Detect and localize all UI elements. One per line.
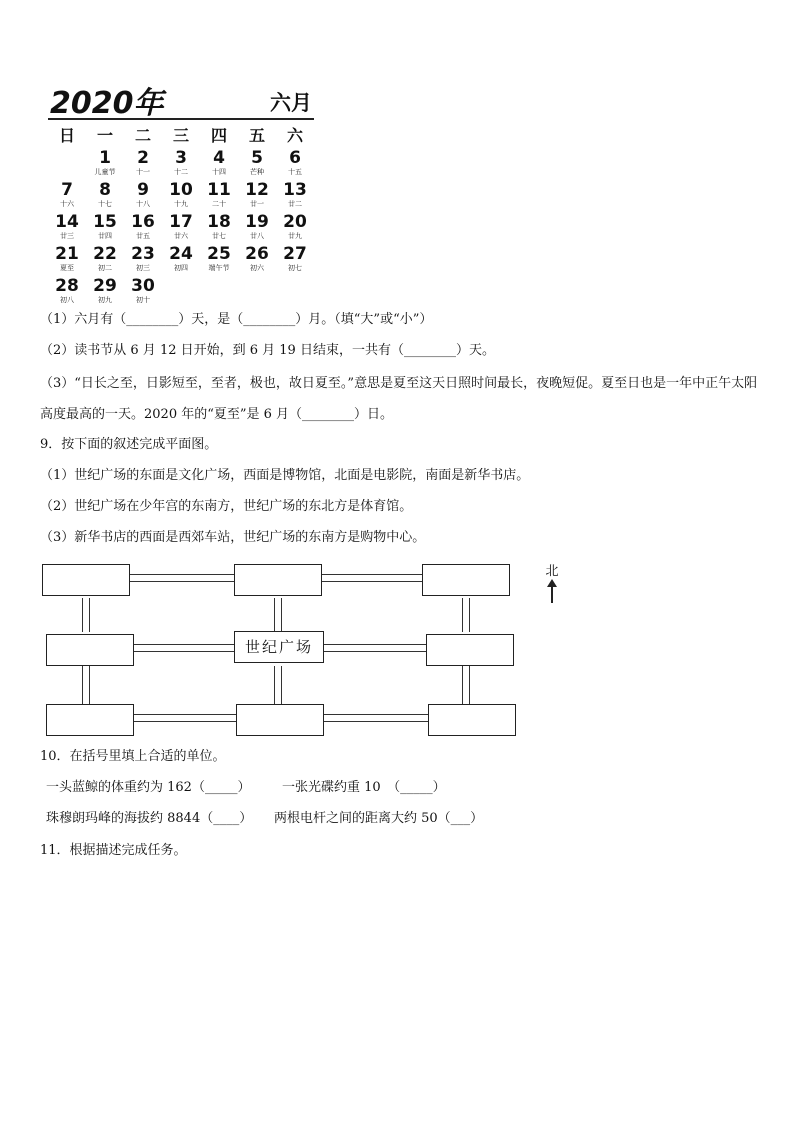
calendar-day [162, 212, 200, 244]
road [128, 574, 238, 582]
calendar-day [124, 180, 162, 212]
lunar-label: 十二 [174, 168, 188, 176]
lunar-label: 十五 [288, 168, 302, 176]
day-number: 3 [175, 148, 187, 168]
road [82, 598, 90, 632]
q9-part1: （1）世纪广场的东面是文化广场，西面是博物馆，北面是电影院，南面是新华书店。 [40, 468, 530, 483]
day-number: 18 [207, 212, 231, 232]
calendar-day [48, 212, 86, 244]
calendar-day [124, 148, 162, 180]
lunar-label: 十七 [98, 200, 112, 208]
road [462, 598, 470, 632]
calendar-day [238, 212, 276, 244]
lunar-label: 儿童节 [94, 168, 116, 176]
weekday-header: 一 [96, 126, 113, 145]
calendar-day [162, 244, 200, 276]
road [82, 666, 90, 704]
lunar-label: 初三 [136, 264, 150, 272]
q9-title: 9．按下面的叙述完成平面图。 [40, 437, 218, 452]
calendar-day [276, 212, 314, 244]
weekday-header: 四 [210, 126, 227, 145]
calendar-day [48, 244, 86, 276]
calendar-day [238, 180, 276, 212]
blank-box[interactable] [422, 564, 510, 596]
day-number: 19 [245, 212, 269, 232]
plan-diagram [38, 560, 578, 740]
calendar-day [86, 212, 124, 244]
day-number: 9 [137, 180, 149, 200]
calendar-day [238, 244, 276, 276]
lunar-label: 二十 [212, 200, 226, 208]
century-square-box: 世纪广场 [234, 631, 324, 663]
weekday-header: 二 [134, 126, 151, 145]
lunar-label: 初四 [174, 264, 188, 272]
calendar-month: 六月 [270, 91, 312, 115]
lunar-label: 芒种 [250, 168, 264, 176]
q10-item-poles: 两根电杆之间的距离大约 50（___） [274, 811, 484, 826]
day-number: 24 [169, 244, 193, 264]
calendar-day [162, 148, 200, 180]
day-number: 13 [283, 180, 307, 200]
day-number: 1 [99, 148, 111, 168]
road [128, 644, 238, 652]
q10-title: 10．在括号里填上合适的单位。 [40, 749, 226, 764]
lunar-label: 十九 [174, 200, 188, 208]
day-number: 8 [99, 180, 111, 200]
lunar-label: 廿九 [288, 232, 302, 240]
day-number: 10 [169, 180, 193, 200]
q10-item-everest: 珠穆朗玛峰的海拔约 8844（____） [46, 811, 253, 826]
blank-box[interactable] [426, 634, 514, 666]
blank-box[interactable] [234, 564, 322, 596]
lunar-label: 十四 [212, 168, 226, 176]
lunar-label: 十一 [136, 168, 150, 176]
weekday-header: 六 [286, 126, 303, 145]
calendar-day [86, 180, 124, 212]
blank-box[interactable] [42, 564, 130, 596]
road [274, 666, 282, 704]
road [274, 598, 282, 632]
q11-title: 11．根据描述完成任务。 [40, 843, 187, 858]
lunar-label: 端午节 [208, 264, 230, 272]
calendar-grid [48, 124, 314, 308]
day-number: 29 [93, 276, 117, 296]
day-number: 4 [213, 148, 225, 168]
day-number: 23 [131, 244, 155, 264]
day-number: 25 [207, 244, 231, 264]
blank-box[interactable] [46, 634, 134, 666]
blank-box[interactable] [428, 704, 516, 736]
calendar-day [124, 212, 162, 244]
lunar-label: 廿七 [212, 232, 226, 240]
lunar-label: 廿四 [98, 232, 112, 240]
road [462, 666, 470, 704]
day-number: 12 [245, 180, 269, 200]
day-number: 21 [55, 244, 79, 264]
calendar-day [48, 180, 86, 212]
lunar-label: 初九 [98, 296, 112, 304]
calendar-day [86, 148, 124, 180]
q8-part2: （2）读书节从 6 月 12 日开始，到 6 月 19 日结束，一共有（________）天。 [40, 343, 495, 358]
lunar-label: 廿三 [60, 232, 74, 240]
lunar-label: 廿一 [250, 200, 264, 208]
calendar-day [200, 180, 238, 212]
north-indicator [540, 560, 564, 603]
day-number: 5 [251, 148, 263, 168]
calendar-day [276, 180, 314, 212]
q8-part1: （1）六月有（________）天，是（________）月。（填“大”或“小”） [40, 312, 433, 327]
day-number: 16 [131, 212, 155, 232]
day-number: 11 [207, 180, 231, 200]
q9-part2: （2）世纪广场在少年宫的东南方，世纪广场的东北方是体育馆。 [40, 499, 413, 514]
weekday-header: 五 [248, 126, 265, 145]
lunar-label: 十六 [60, 200, 74, 208]
weekday-header: 日 [58, 126, 75, 145]
day-number: 22 [93, 244, 117, 264]
lunar-label: 廿二 [288, 200, 302, 208]
lunar-label: 廿五 [136, 232, 150, 240]
calendar-day [124, 244, 162, 276]
road [128, 714, 238, 722]
calendar-day [200, 148, 238, 180]
calendar-day [48, 148, 86, 180]
north-arrow-icon [551, 581, 553, 603]
q10-item-disc: 一张光碟约重 10 （_____） [282, 780, 446, 795]
calendar-day [276, 244, 314, 276]
day-number: 6 [289, 148, 301, 168]
day-number: 27 [283, 244, 307, 264]
day-number: 20 [283, 212, 307, 232]
calendar-day [124, 276, 162, 308]
calendar-day [200, 212, 238, 244]
day-number: 28 [55, 276, 79, 296]
calendar-day [86, 244, 124, 276]
weekday-header: 三 [172, 126, 189, 145]
calendar-day [238, 148, 276, 180]
day-number: 17 [169, 212, 193, 232]
north-label: 北 [545, 564, 559, 579]
calendar-day [86, 276, 124, 308]
calendar-day [200, 244, 238, 276]
lunar-label: 廿六 [174, 232, 188, 240]
blank-box[interactable] [236, 704, 324, 736]
day-number: 15 [93, 212, 117, 232]
lunar-label: 廿八 [250, 232, 264, 240]
calendar-day [48, 276, 86, 308]
june-2020-calendar [48, 78, 314, 308]
calendar-day [162, 180, 200, 212]
lunar-label: 初八 [60, 296, 74, 304]
lunar-label: 初七 [288, 264, 302, 272]
day-number: 30 [131, 276, 155, 296]
day-number: 26 [245, 244, 269, 264]
lunar-label: 夏至 [60, 264, 74, 272]
calendar-day [276, 148, 314, 180]
road [320, 714, 430, 722]
lunar-label: 初二 [98, 264, 112, 272]
q8-part3: （3）“日长之至，日影短至，至者，极也，故日夏至。”意思是夏至这天日照时间最长，夜晚短促。夏至日也是一年中正午太阳高度最高的一天。2020 年的“夏至”是 6 月（________）日。 [40, 376, 758, 422]
lunar-label: 初六 [250, 264, 264, 272]
blank-box[interactable] [46, 704, 134, 736]
calendar-header [48, 78, 314, 120]
calendar-year: 2020年 [50, 86, 164, 121]
day-number: 7 [61, 180, 73, 200]
road [320, 574, 430, 582]
day-number: 2 [137, 148, 149, 168]
lunar-label: 十八 [136, 200, 150, 208]
q9-part3: （3）新华书店的西面是西郊车站，世纪广场的东南方是购物中心。 [40, 530, 426, 545]
day-number: 14 [55, 212, 79, 232]
q10-item-whale: 一头蓝鲸的体重约为 162（_____） [46, 780, 251, 795]
road [320, 644, 430, 652]
lunar-label: 初十 [136, 296, 150, 304]
